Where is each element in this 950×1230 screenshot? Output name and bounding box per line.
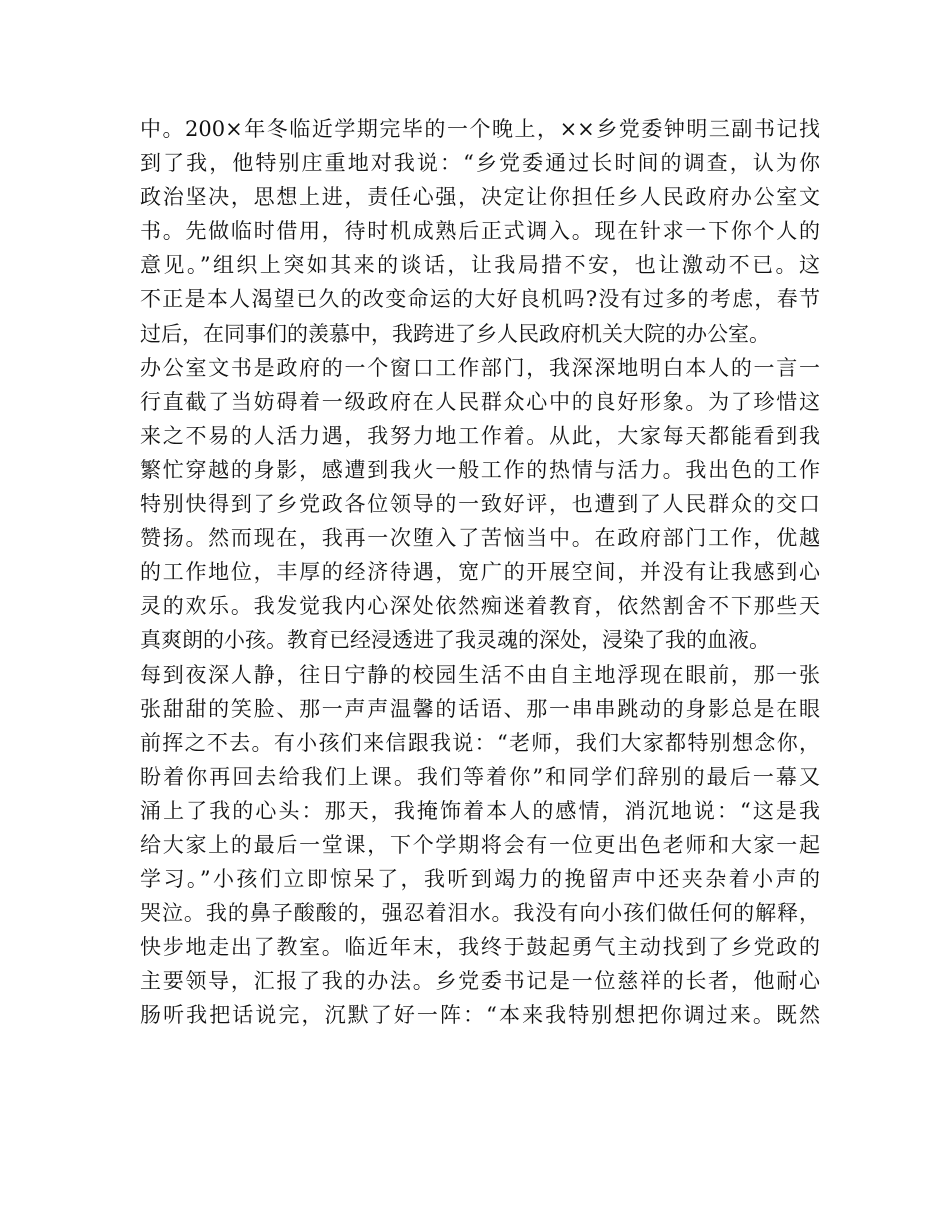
text-line: 书。先做临时借用，待时机成熟后正式调入。现在针求一下你个人的 xyxy=(140,219,820,244)
text-line: 繁忙穿越的身影，感遭到我火一般工作的热情与活力。我出色的工作 xyxy=(140,457,820,482)
text-line: 来之不易的人活力遇，我努力地工作着。从此，大家每天都能看到我 xyxy=(140,423,820,448)
text-line: 快步地走出了教室。临近年末，我终于鼓起勇气主动找到了乡党政的 xyxy=(140,935,820,960)
text-line: 到了我，他特别庄重地对我说：“乡党委通过长时间的调查，认为你 xyxy=(140,151,820,176)
text-line: 哭泣。我的鼻子酸酸的，强忍着泪水。我没有向小孩们做任何的解释， xyxy=(140,901,820,926)
text-line: 办公室文书是政府的一个窗口工作部门，我深深地明白本人的一言一 xyxy=(140,355,820,380)
text-line: 意见。”组织上突如其来的谈话，让我局措不安，也让激动不已。这 xyxy=(140,253,820,278)
text-line: 政治坚决，思想上进，责任心强，决定让你担任乡人民政府办公室文 xyxy=(140,185,820,210)
text-line: 盼着你再回去给我们上课。我们等着你”和同学们辞别的最后一幕又 xyxy=(140,764,820,789)
text-line: 涌上了我的心头：那天，我掩饰着本人的感情，消沉地说：“这是我 xyxy=(140,798,820,823)
text-line: 张甜甜的笑脸、那一声声温馨的话语、那一串串跳动的身影总是在眼 xyxy=(140,696,820,721)
text-line: 真爽朗的小孩。教育已经浸透进了我灵魂的深处，浸染了我的血液。 xyxy=(140,628,770,653)
text-line: 不正是本人渴望已久的改变命运的大好良机吗?没有过多的考虑，春节 xyxy=(140,287,820,312)
text-line: 过后，在同事们的羡慕中，我跨进了乡人民政府机关大院的办公室。 xyxy=(140,321,770,346)
text-line: 赞扬。然而现在，我再一次堕入了苦恼当中。在政府部门工作，优越 xyxy=(140,526,820,551)
text-line: 的工作地位，丰厚的经济待遇，宽广的开展空间，并没有让我感到心 xyxy=(140,560,820,585)
text-line: 给大家上的最后一堂课，下个学期将会有一位更出色老师和大家一起 xyxy=(140,832,820,857)
text-line: 前挥之不去。有小孩们来信跟我说：“老师，我们大家都特别想念你， xyxy=(140,730,820,755)
text-line: 中。200×年冬临近学期完毕的一个晚上，××乡党委钟明三副书记找 xyxy=(140,117,820,141)
text-line: 行直截了当妨碍着一级政府在人民群众心中的良好形象。为了珍惜这 xyxy=(140,389,820,414)
text-line: 肠听我把话说完，沉默了好一阵：“本来我特别想把你调过来。既然 xyxy=(140,1003,820,1028)
text-line: 每到夜深人静，往日宁静的校园生活不由自主地浮现在眼前，那一张 xyxy=(140,662,820,687)
text-line: 特别快得到了乡党政各位领导的一致好评，也遭到了人民群众的交口 xyxy=(140,492,820,517)
body-text xyxy=(140,112,820,1033)
text-line: 学习。”小孩们立即惊呆了，我听到竭力的挽留声中还夹杂着小声的 xyxy=(140,867,820,892)
text-line: 灵的欢乐。我发觉我内心深处依然痴迷着教育，依然割舍不下那些天 xyxy=(140,594,820,619)
text-line: 主要领导，汇报了我的办法。乡党委书记是一位慈祥的长者，他耐心 xyxy=(140,969,820,994)
